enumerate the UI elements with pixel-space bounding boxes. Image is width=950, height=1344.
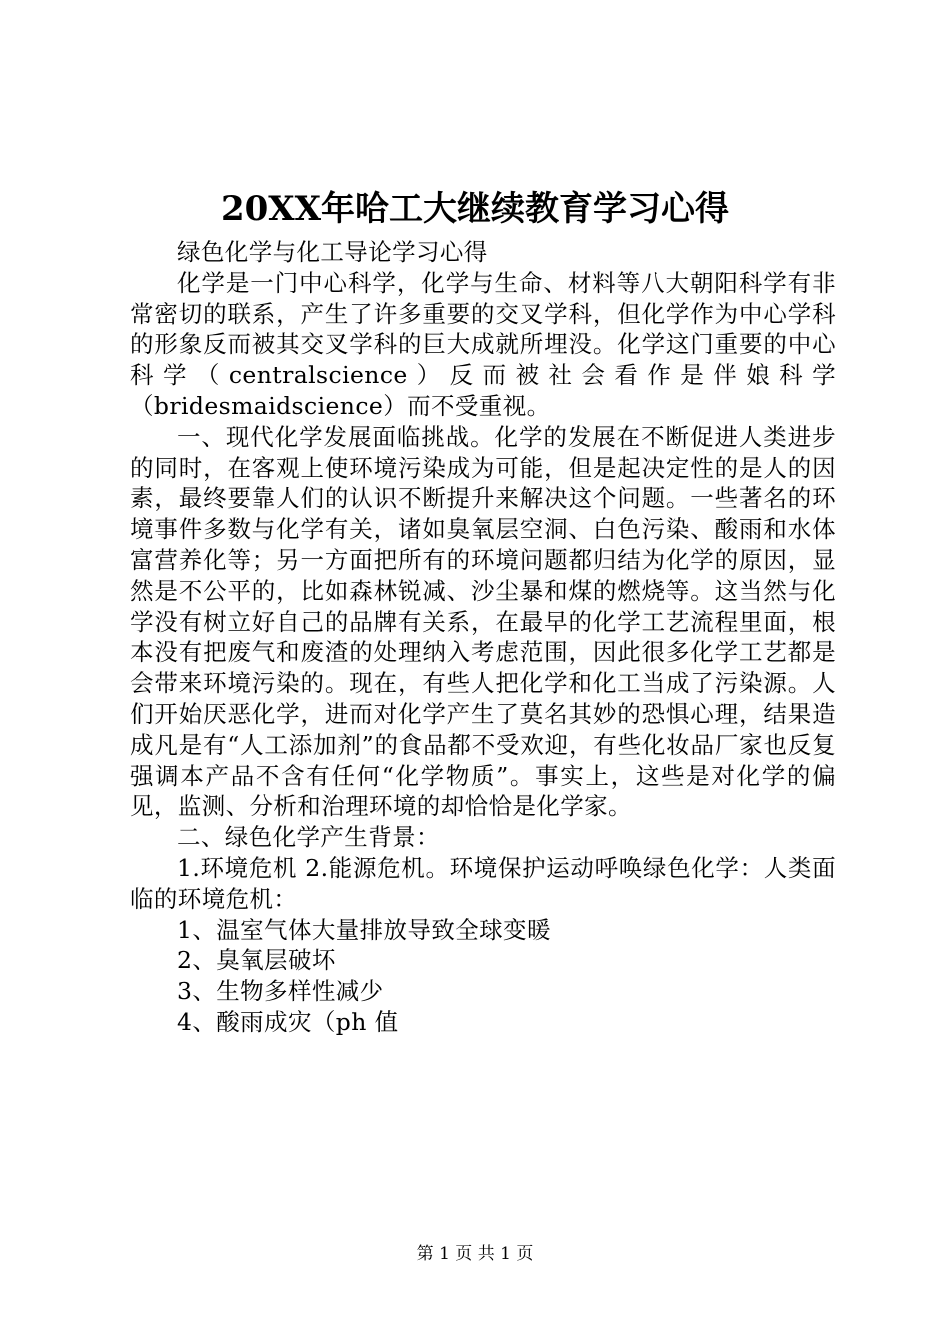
paragraph-intro: 化学是一门中心科学，化学与生命、材料等八大朝阳科学有非常密切的联系，产生了许多重要的交叉学科，但化学作为中心学科的形象反而被其交叉学科的巨大成就所埋没。化学这门重要的中心科学（centralscience）反而被社会看作是伴娘科学（bridesmaidscience）而不受重视。: [130, 268, 836, 420]
paragraph-section-one: 一、现代化学发展面临挑战。化学的发展在不断促进人类进步的同时，在客观上使环境污染成为可能，但是起决定性的是人的因素，最终要靠人们的认识不断提升来解决这个问题。一些著名的环境事件多数与化学有关，诸如臭氧层空洞、白色污染、酸雨和水体富营养化等；另一方面把所有的环境问题都归结为化学的原因，显然是不公平的，比如森林锐减、沙尘暴和煤的燃烧等。这当然与化学没有树立好自己的品牌有关系，在最早的化学工艺流程里面，根本没有把废气和废渣的处理纳入考虑范围，因此很多化学工艺都是会带来环境污染的。现在，有些人把化学和化工当成了污染源。人们开始厌恶化学，进而对化学产生了莫名其妙的恐惧心理，结果造成凡是有“人工添加剂”的食品都不受欢迎，有些化妆品厂家也反复强调本产品不含有任何“化学物质”。事实上，这些是对化学的偏见，监测、分析和治理环境的却恰恰是化学家。: [130, 422, 836, 821]
list-item-4: 4、酸雨成灾（ph 值: [177, 1007, 399, 1036]
page-footer: 第 1 页 共 1 页: [416, 1244, 534, 1264]
paragraph-section-two-heading: 二、绿色化学产生背景：: [177, 823, 440, 852]
document-title: 20XX年哈工大继续教育学习心得: [220, 189, 730, 229]
list-item-1: 1、温室气体大量排放导致全球变暖: [177, 915, 551, 944]
list-item-2: 2、臭氧层破坏: [177, 946, 336, 975]
list-item-3: 3、生物多样性减少: [177, 977, 384, 1006]
paragraph-crisis: 1.环境危机 2.能源危机。环境保护运动呼唤绿色化学：人类面临的环境危机：: [130, 853, 836, 913]
paragraph-subtitle: 绿色化学与化工导论学习心得: [177, 238, 488, 266]
document-body: [130, 237, 836, 1038]
